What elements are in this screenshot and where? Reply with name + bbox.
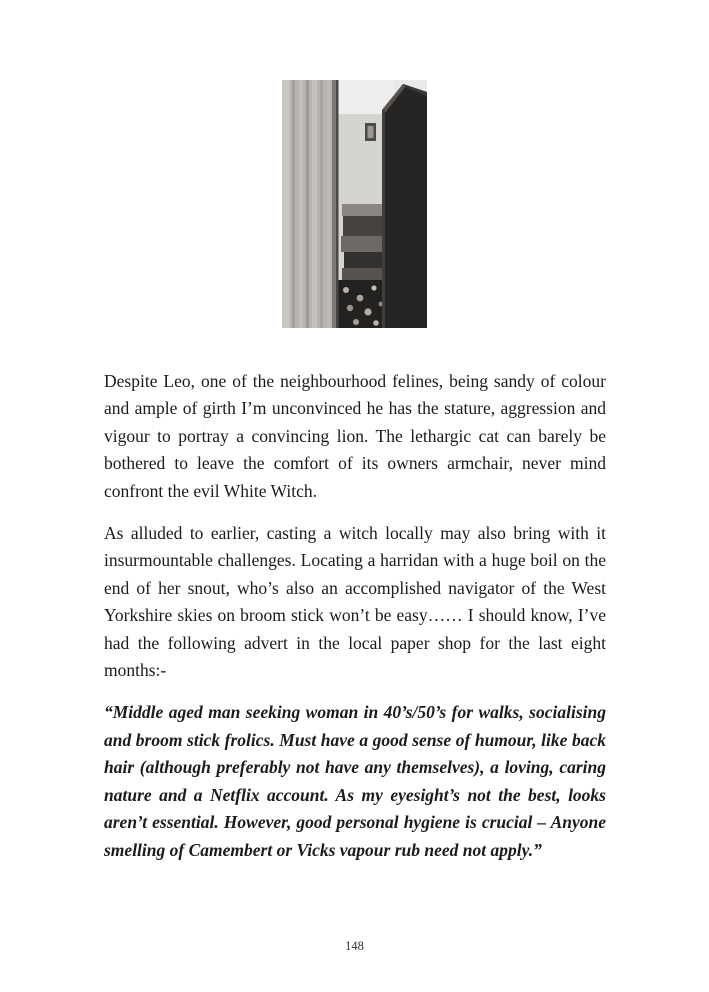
paragraph-3-advert-quote: “Middle aged man seeking woman in 40’s/50’s for walks, socialising and broom stick frolics. Must have a good sense of humour, like back hair (although preferably not have any themselves), a loving, caring nature and a Netflix account. As my eyesight’s not the best, looks aren’t essential. However, good personal hygiene is crucial – Anyone smelling of Camembert or Vicks vapour rub need not apply.” <box>104 702 606 860</box>
paragraph-1: Despite Leo, one of the neighbourhood felines, being sandy of colour and ample of girth I’m unconvinced he has the stature, aggression and vigour to portray a convincing lion. The lethargic cat can barely be bothered to leave the comfort of its owners armchair, never mind confront the evil White Witch. <box>104 371 606 501</box>
wardrobe-photo <box>282 80 427 328</box>
wardrobe-photo-image <box>282 80 427 328</box>
body-text <box>104 368 606 879</box>
page-number: 148 <box>345 939 364 953</box>
paragraph-2: As alluded to earlier, casting a witch locally may also bring with it insurmountable challenges. Locating a harridan with a huge boil on the end of her snout, who’s also an accomplished navigator of the West Yorkshire skies on broom stick won’t be easy…… I should know, I’ve had the following advert in the local paper shop for the last eight months:- <box>104 523 606 681</box>
